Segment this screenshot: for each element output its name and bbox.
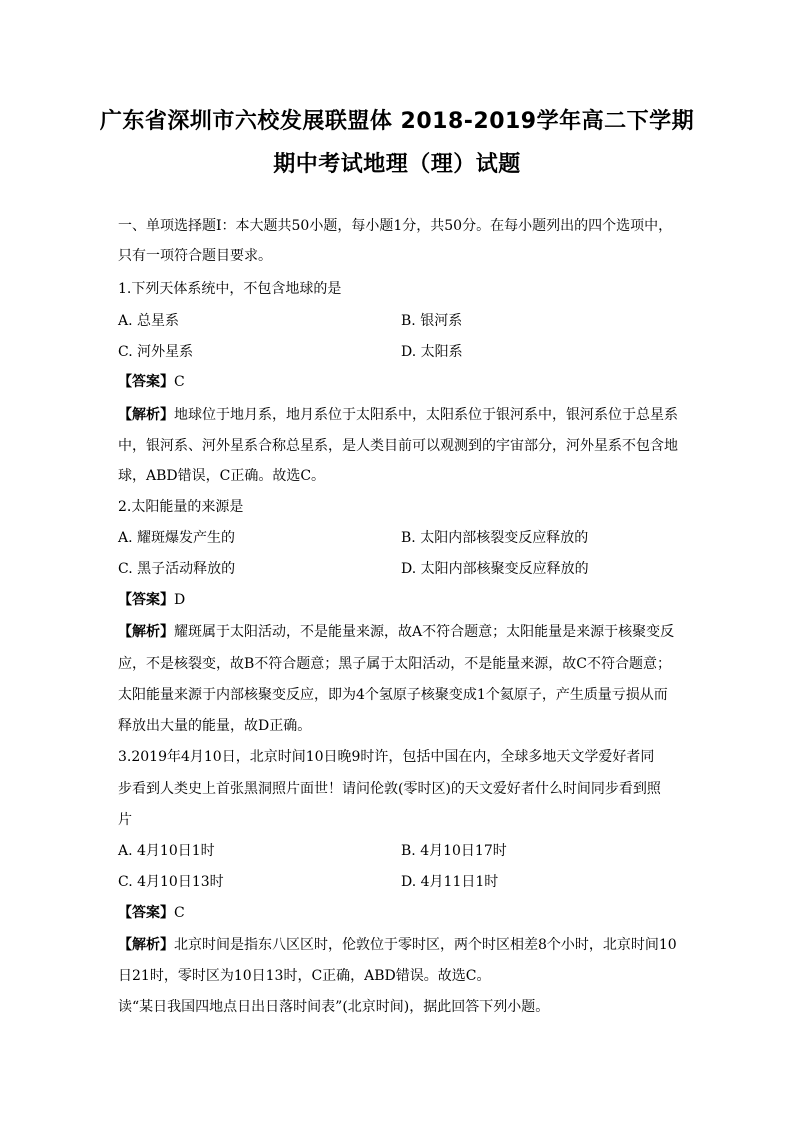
question-3-option-c: C. 4月10日13时 [118, 874, 224, 890]
answer-value: D [174, 592, 186, 608]
analysis-text: 北京时间是指东八区区时，伦敦位于零时区，两个时区相差8个小时，北京时间10 [174, 937, 677, 953]
question-1-option-b: B. 银河系 [401, 313, 463, 329]
question-2-option-a: A. 耀斑爆发产生的 [118, 530, 236, 546]
section-instruction-line-1: 一、单项选择题Ⅰ：本大题共50小题，每小题1分，共50分。在每小题列出的四个选项中， [118, 218, 673, 234]
answer-label: 【答案】 [118, 905, 174, 921]
answer-value: C [174, 905, 185, 921]
answer-value: C [174, 374, 185, 390]
question-3-stem-line-1: 3.2019年4月10日，北京时间10日晚9时许，包括中国在内，全球多地天文学爱好者同 [118, 749, 655, 765]
question-3-stem-line-3: 片 [118, 812, 132, 828]
question-2-analysis-line-2: 应，不是核裂变，故B不符合题意；黑子属于太阳活动，不是能量来源，故C不符合题意； [118, 656, 671, 672]
analysis-label: 【解析】 [118, 624, 174, 640]
analysis-label: 【解析】 [118, 937, 174, 953]
question-3-option-d: D. 4月11日1时 [401, 874, 499, 890]
question-1-analysis-line-3: 球，ABD错误，C正确。故选C。 [118, 468, 326, 484]
question-2-option-c: C. 黑子活动释放的 [118, 561, 236, 577]
answer-label: 【答案】 [118, 592, 174, 608]
page-title-line-2: 期中考试地理（理）试题 [273, 152, 521, 177]
analysis-text: 地球位于地月系，地月系位于太阳系中，太阳系位于银河系中，银河系位于总星系 [174, 407, 678, 423]
question-2-stem: 2.太阳能量的来源是 [118, 499, 244, 515]
question-1-analysis-line-2: 中，银河系、河外星系合称总星系，是人类目前可以观测到的宇宙部分，河外星系不包含地 [118, 438, 678, 454]
question-2-analysis-line-3: 太阳能量来源于内部核聚变反应，即为4个氢原子核聚变成1个氦原子，产生质量亏损从而 [118, 687, 668, 703]
question-3-analysis-line-1 [118, 935, 688, 955]
question-2-option-d: D. 太阳内部核聚变反应释放的 [401, 561, 589, 577]
question-1-option-d: D. 太阳系 [401, 344, 463, 360]
analysis-label: 【解析】 [118, 407, 174, 423]
question-2-analysis-line-4: 释放出大量的能量，故D正确。 [118, 718, 312, 734]
question-3-analysis-line-2: 日21时，零时区为10日13时，C正确，ABD错误。故选C。 [118, 968, 491, 984]
question-2-analysis-line-1 [118, 622, 688, 642]
section-instruction-line-2: 只有一项符合题目要求。 [118, 248, 272, 264]
question-3-option-b: B. 4月10日17时 [401, 843, 507, 859]
question-1-analysis-line-1 [118, 405, 688, 425]
question-1-answer [118, 372, 688, 392]
question-3-option-a: A. 4月10日1时 [118, 843, 215, 859]
question-1-stem: 1.下列天体系统中，不包含地球的是 [118, 281, 342, 297]
question-2-answer [118, 590, 688, 610]
question-1-option-c: C. 河外星系 [118, 344, 194, 360]
page-title-line-1: 广东省深圳市六校发展联盟体 2018-2019学年高二下学期 [99, 109, 695, 134]
question-2-option-b: B. 太阳内部核裂变反应释放的 [401, 530, 589, 546]
question-1-option-a: A. 总星系 [118, 313, 180, 329]
question-3-answer [118, 903, 688, 923]
analysis-text: 耀斑属于太阳活动，不是能量来源，故A不符合题意；太阳能量是来源于核聚变反 [174, 624, 675, 640]
question-3-stem-line-2: 步看到人类史上首张黑洞照片面世！请问伦敦(零时区)的天文爱好者什么时间同步看到照 [118, 781, 661, 797]
answer-label: 【答案】 [118, 374, 174, 390]
reading-instruction: 读“某日我国四地点日出日落时间表”(北京时间)，据此回答下列小题。 [118, 999, 550, 1015]
